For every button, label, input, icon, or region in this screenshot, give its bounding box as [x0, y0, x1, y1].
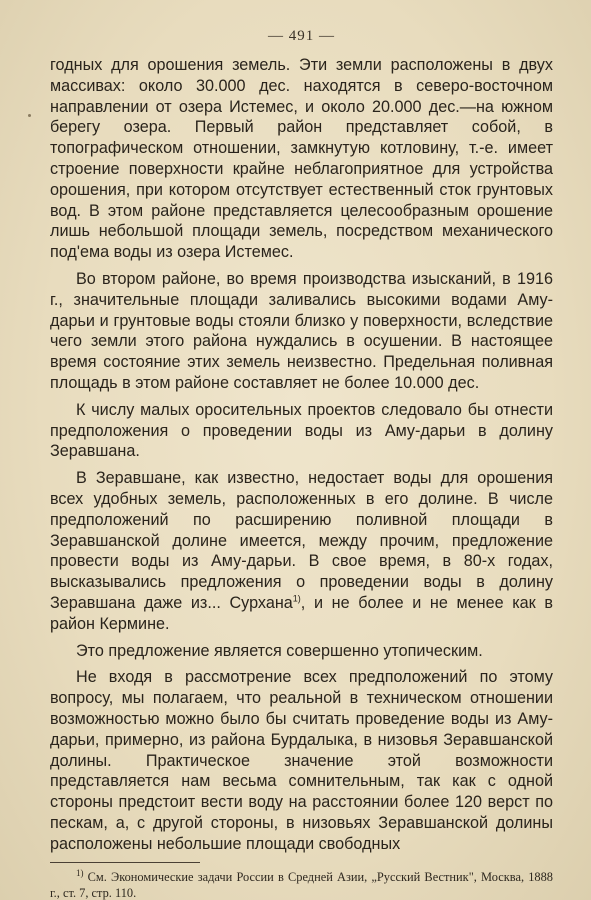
footnote-divider — [50, 862, 200, 863]
paragraph-4 — [50, 468, 553, 634]
page-body — [50, 55, 553, 854]
print-speck — [28, 114, 31, 117]
footnote-reference: 1) — [292, 593, 301, 604]
footnote-text: См. Экономические задачи России в Средней Азии, „Русский Вестник", Москва, 1888 г., ст. 7, стр. 110. — [50, 870, 553, 900]
paragraph-5: Это предложение является совершенно утопическим. — [76, 641, 483, 660]
paragraph-4-tail: , и не более и не менее как в район Кермине. — [50, 593, 554, 633]
paragraph-4-text: В Зеравшане, как известно, недостает воды для орошения всех удобных земель, расположенных в его долине. В числе предположений по расширению поливной площади в Зеравшанской долине имеется, между прочим, предложение провести воды из Аму-дарьи. В свое время, в 80-х годах, высказывались предложения о проведении воды в долину Зеравшана даже из... Сурхана — [50, 469, 553, 612]
paragraph-2: Во втором районе, во время производства изысканий, в 1916 г., значительные площади заливались высокими водами Аму-дарьи и грунтовые воды стояли близко у поверхности, вследствие чего земли этого района нуждались в осушении. В настоящее время состояние этих земель неизвестно. Предельная поливная площадь в этом районе составляет не более 10.000 дес. — [50, 269, 553, 392]
footnote-marker: 1) — [76, 868, 84, 879]
page-number: — 491 — — [268, 28, 335, 44]
paragraph-6: Не входя в рассмотрение всех предположений по этому вопросу, мы полагаем, что реальной в техническом отношении возможностью можно было бы считать проведение воды из Аму-дарьи, примерно, из района Бурдалыка, в низовья Зеравшанской долины. Практическое значение этой возможности представляется нам весьма сомнительным, так как с одной стороны предстоит вести воду на расстоянии более 120 верст по пескам, а, с другой стороны, в низовьях Зеравшанской долины расположены небольшие площади свободных — [50, 668, 553, 853]
footnote — [50, 869, 553, 900]
paragraph-1: годных для орошения земель. Эти земли расположены в двух массивах: около 30.000 дес. находятся в северо-восточном направлении от озера Истемес, и около 20.000 дес.—на южном берегу озера. Первый район представляет собой, в топографическом отношении, замкнутую котловину, т.-е. имеет строение поверхности крайне неблагоприятное для устройства орошения, при котором отсутствует естественный сток грунтовых вод. В этом районе представляется целесообразным орошение лишь небольшой площади земель, посредством механического под'ема воды из озера Истемес. — [50, 56, 553, 262]
paragraph-3: К числу малых оросительных проектов следовало бы отнести предположения о проведении воды из Аму-дарьи в долину Зеравшана. — [50, 400, 553, 461]
